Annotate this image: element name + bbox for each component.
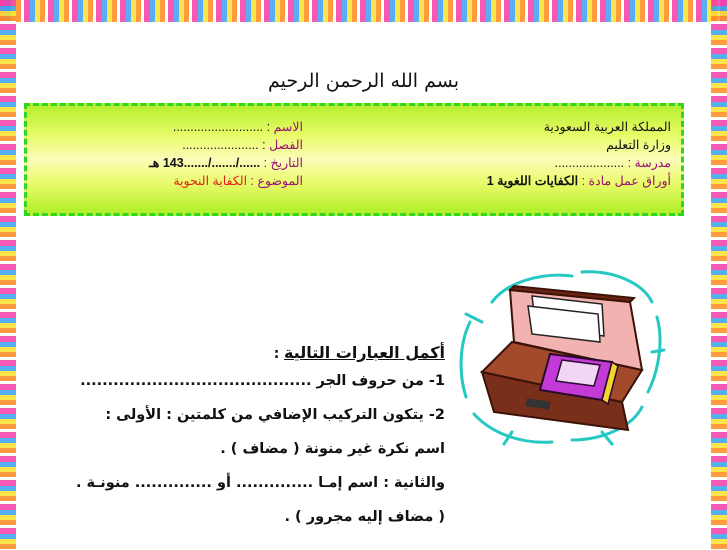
candy-border-icon xyxy=(0,0,727,22)
subject-line xyxy=(487,172,671,190)
class-field[interactable]: : ...................... xyxy=(182,138,266,152)
worksheet-header xyxy=(24,103,684,216)
subject-label: أوراق عمل مادة : xyxy=(581,174,671,188)
header-right-block xyxy=(487,118,671,190)
school-label: مدرسة : xyxy=(627,156,671,170)
date-line xyxy=(53,154,303,172)
name-field[interactable]: : .......................... xyxy=(172,120,271,134)
topic-label: الموضوع : xyxy=(250,174,303,188)
date-label: التاريخ : xyxy=(263,156,303,170)
school-blank: .................... xyxy=(554,156,625,170)
exercise-line-4: والثانية : اسم إمـا .............. أو .............. منونـة . xyxy=(76,475,445,491)
name-label: الاسم xyxy=(273,120,303,134)
exercise-line-3: اسم نكرة غير منونة ( مضاف ) . xyxy=(220,441,445,457)
header-left-block xyxy=(53,118,303,190)
basmala-heading: بسم الله الرحمن الرحيم xyxy=(268,70,459,92)
school-line xyxy=(487,154,671,172)
exercise-line-2: 2- يتكون التركيب الإضافي من كلمتين : الأولى : xyxy=(105,407,445,423)
ministry-text: وزارة التعليم xyxy=(606,138,671,152)
date-field[interactable]: ....../......./.......143 هـ xyxy=(149,156,261,170)
topic-value: الكفاية النحوية xyxy=(173,174,248,188)
exercise-line-5: ( مضاف إليه مجرور ) . xyxy=(284,509,445,525)
exercise-section xyxy=(25,342,445,534)
topic-line xyxy=(53,172,303,190)
name-line xyxy=(53,118,303,136)
exercise-line-1: 1- من حروف الجر .......................................... xyxy=(80,373,445,389)
exercise-heading xyxy=(25,342,445,364)
kingdom-text: المملكة العربية السعودية xyxy=(543,120,671,134)
briefcase-icon xyxy=(452,262,667,447)
class-line xyxy=(53,136,303,154)
subject-value: الكفايات اللغوية 1 xyxy=(486,174,579,188)
class-label: الفصل xyxy=(269,138,303,152)
exercise-title-colon: : xyxy=(273,346,280,362)
exercise-title: أكمل العبارات التالية xyxy=(283,343,445,362)
